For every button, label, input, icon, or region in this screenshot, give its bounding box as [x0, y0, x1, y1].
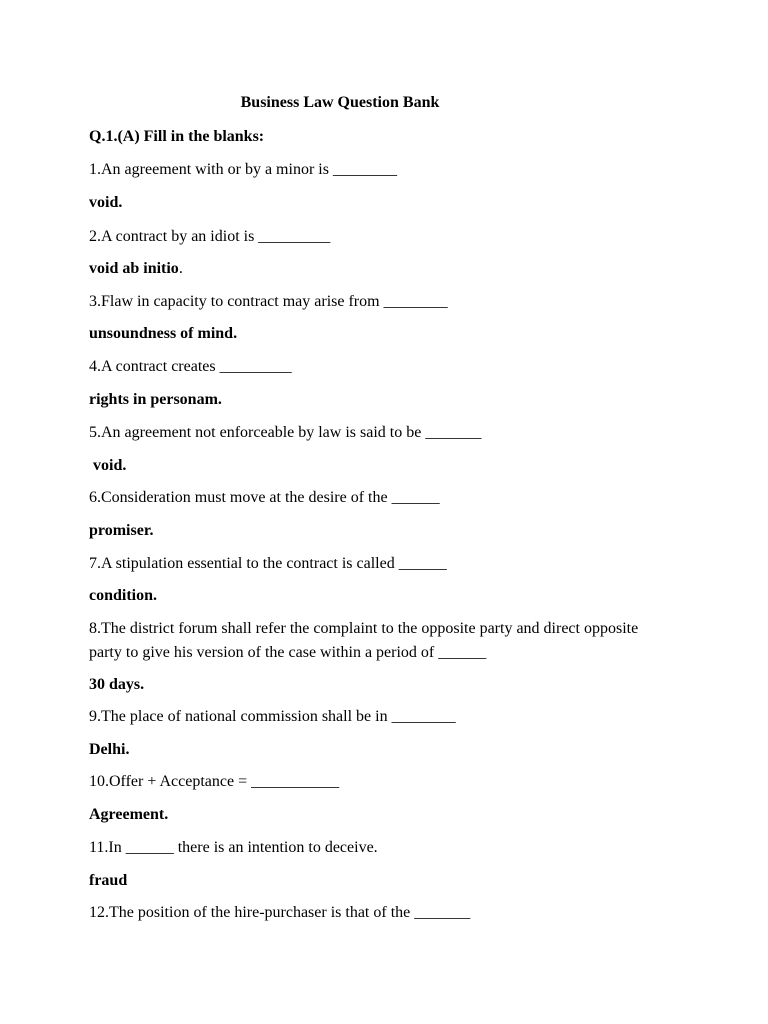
question-12: 12.The position of the hire-purchaser is that of the _______ [89, 904, 471, 921]
answer-4-text: rights in personam. [89, 391, 222, 408]
answer-8 [89, 675, 144, 695]
answer-6-text: promiser. [89, 522, 154, 539]
answer-3 [89, 324, 237, 344]
answer-9-text: Delhi. [89, 741, 130, 758]
question-4: 4.A contract creates _________ [89, 358, 292, 375]
answer-11 [89, 871, 127, 891]
question-1: 1.An agreement with or by a minor is ________ [89, 161, 397, 178]
question-2: 2.A contract by an idiot is _________ [89, 228, 331, 245]
answer-6 [89, 521, 153, 541]
answer-1 [89, 193, 122, 213]
answer-9 [89, 740, 129, 760]
question-8: 8.The district forum shall refer the complaint to the opposite party and direct opposite party to give his version of the case within a period of ______ [89, 620, 639, 661]
question-10: 10.Offer + Acceptance = ___________ [89, 773, 340, 790]
question-7: 7.A stipulation essential to the contract is called ______ [89, 555, 447, 572]
answer-4 [89, 390, 222, 410]
answer-11-text: fraud [89, 872, 128, 889]
answer-2-suffix: . [178, 260, 183, 277]
question-9: 9.The place of national commission shall be in ________ [89, 708, 456, 725]
answer-10-text: Agreement. [89, 806, 169, 823]
answer-7-text: condition. [89, 587, 158, 604]
answer-1-text: void. [89, 194, 123, 211]
question-6: 6.Consideration must move at the desire of the ______ [89, 489, 440, 506]
answer-7 [89, 586, 157, 606]
answer-5-text: void. [89, 457, 127, 474]
question-5: 5.An agreement not enforceable by law is said to be _______ [89, 424, 482, 441]
answer-5 [89, 456, 126, 476]
section-heading: Q.1.(A) Fill in the blanks: [89, 128, 265, 145]
document-title: Business Law Question Bank [240, 94, 440, 111]
question-3: 3.Flaw in capacity to contract may arise from ________ [89, 293, 448, 310]
answer-2-text: void ab initio [89, 260, 179, 277]
answer-3-text: unsoundness of mind. [89, 325, 238, 342]
answer-8-text: 30 days. [89, 676, 145, 693]
answer-2 [89, 259, 183, 279]
answer-10 [89, 805, 168, 825]
question-11: 11.In ______ there is an intention to deceive. [89, 839, 378, 856]
